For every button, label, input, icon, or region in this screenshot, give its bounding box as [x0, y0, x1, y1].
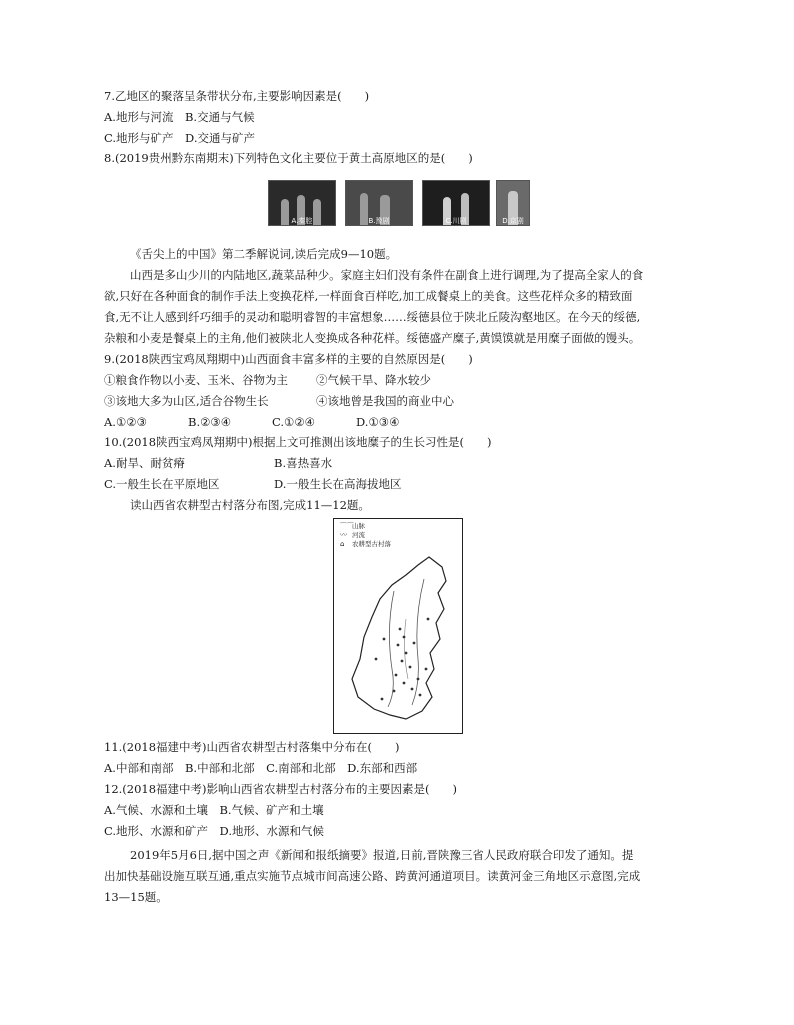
village-icon: ⌂ [340, 540, 345, 548]
photo-caption: C.川剧 [445, 217, 467, 225]
q12-stem: 12.(2018福建中考)影响山西省农耕型古村落分布的主要因素是( ) [104, 782, 457, 796]
mountain-icon: ⌒⌒ [340, 522, 354, 530]
q11-options: A.中部和南部 B.中部和北部 C.南部和北部 D.东部和西部 [104, 761, 418, 775]
photo-jingju [496, 180, 530, 226]
q9-option-c: C.①②④ [272, 415, 315, 429]
q10-option-b: B.喜热喜水 [274, 456, 333, 470]
photo-caption: D.京剧 [502, 217, 524, 225]
q9-statement-2: ②气候干旱、降水较少 [316, 373, 431, 387]
q9-stem: 9.(2018陕西宝鸡凤翔期中)山西面食丰富多样的主要的自然原因是( ) [104, 352, 473, 366]
q9-option-d: D.①③④ [356, 415, 400, 429]
q7-options-ab: A.地形与河流 B.交通与气候 [104, 110, 255, 124]
q7-options-cd: C.地形与矿产 D.交通与矿产 [104, 131, 256, 145]
q9-statement-3: ③该地大多为山区,适合谷物生长 [104, 394, 269, 408]
q12-options-cd: C.地形、水源和矿产 D.地形、水源和气候 [104, 824, 325, 838]
passage2-line: 2019年5月6日,据中国之声《新闻和报纸摘要》报道,日前,晋陕豫三省人民政府联合印发了通知。提 [130, 848, 634, 862]
q7-stem: 7.乙地区的聚落呈条带状分布,主要影响因素是( ) [104, 89, 370, 103]
photo-yuju [345, 180, 413, 226]
province-outline [334, 519, 462, 733]
passage2-line: 出加快基础设施互联互通,重点实施节点城市间高速公路、跨黄河通道项目。读黄河金三角地区示意图,完成 [104, 869, 641, 883]
q9-option-b: B.②③④ [188, 415, 232, 429]
q9-option-a: A.①②③ [104, 415, 147, 429]
opera-photos [268, 180, 530, 238]
legend-village: 农耕型古村落 [352, 540, 391, 548]
legend-river: 河流 [352, 531, 365, 539]
photo-caption: A.秦腔 [291, 217, 313, 225]
q11-stem: 11.(2018福建中考)山西省农耕型古村落集中分布在( ) [104, 740, 400, 754]
legend-mountain: 山脉 [352, 522, 365, 530]
passage1-line: 食,无不让人感到纤巧细手的灵动和聪明睿智的丰富想象……绥德县位于陕北丘陵沟壑地区。在今天的绥德, [104, 310, 641, 324]
passage2-line: 13—15题。 [104, 890, 168, 904]
shanxi-village-map [333, 518, 463, 734]
q10-option-c: C.一般生长在平原地区 [104, 477, 220, 491]
q10-stem: 10.(2018陕西宝鸡凤翔期中)根据上文可推测出该地糜子的生长习性是( ) [104, 435, 492, 449]
passage1-line: 山西是多山少川的内陆地区,蔬菜品种少。家庭主妇们没有条件在副食上进行调理,为了提高全家人的食 [130, 268, 644, 282]
photo-qinqiang [268, 180, 336, 226]
map-intro: 读山西省农耕型古村落分布图,完成11—12题。 [130, 498, 370, 512]
q9-statement-1: ①粮食作物以小麦、玉米、谷物为主 [104, 373, 288, 387]
q9-statement-4: ④该地曾是我国的商业中心 [316, 394, 454, 408]
river-icon: 〰 [340, 531, 347, 539]
q8-stem: 8.(2019贵州黔东南期末)下列特色文化主要位于黄土高原地区的是( ) [104, 151, 473, 165]
q12-options-ab: A.气候、水源和土壤 B.气候、矿产和土壤 [104, 803, 324, 817]
q10-option-a: A.耐旱、耐贫瘠 [104, 456, 185, 470]
photo-caption: B.豫剧 [368, 217, 390, 225]
q10-option-d: D.一般生长在高海拔地区 [274, 477, 402, 491]
passage1-intro: 《舌尖上的中国》第二季解说词,读后完成9—10题。 [130, 247, 398, 261]
passage1-line: 欲,只好在各种面食的制作手法上变换花样,一样面食百样吃,加工成餐桌上的美食。这些花样众多的精致面 [104, 289, 633, 303]
photo-chuanju [422, 180, 490, 226]
passage1-line: 杂粮和小麦是餐桌上的主角,他们被陕北人变换成各种花样。绥德盛产糜子,黄馍馍就是用糜子面做的馒头。 [104, 331, 641, 345]
